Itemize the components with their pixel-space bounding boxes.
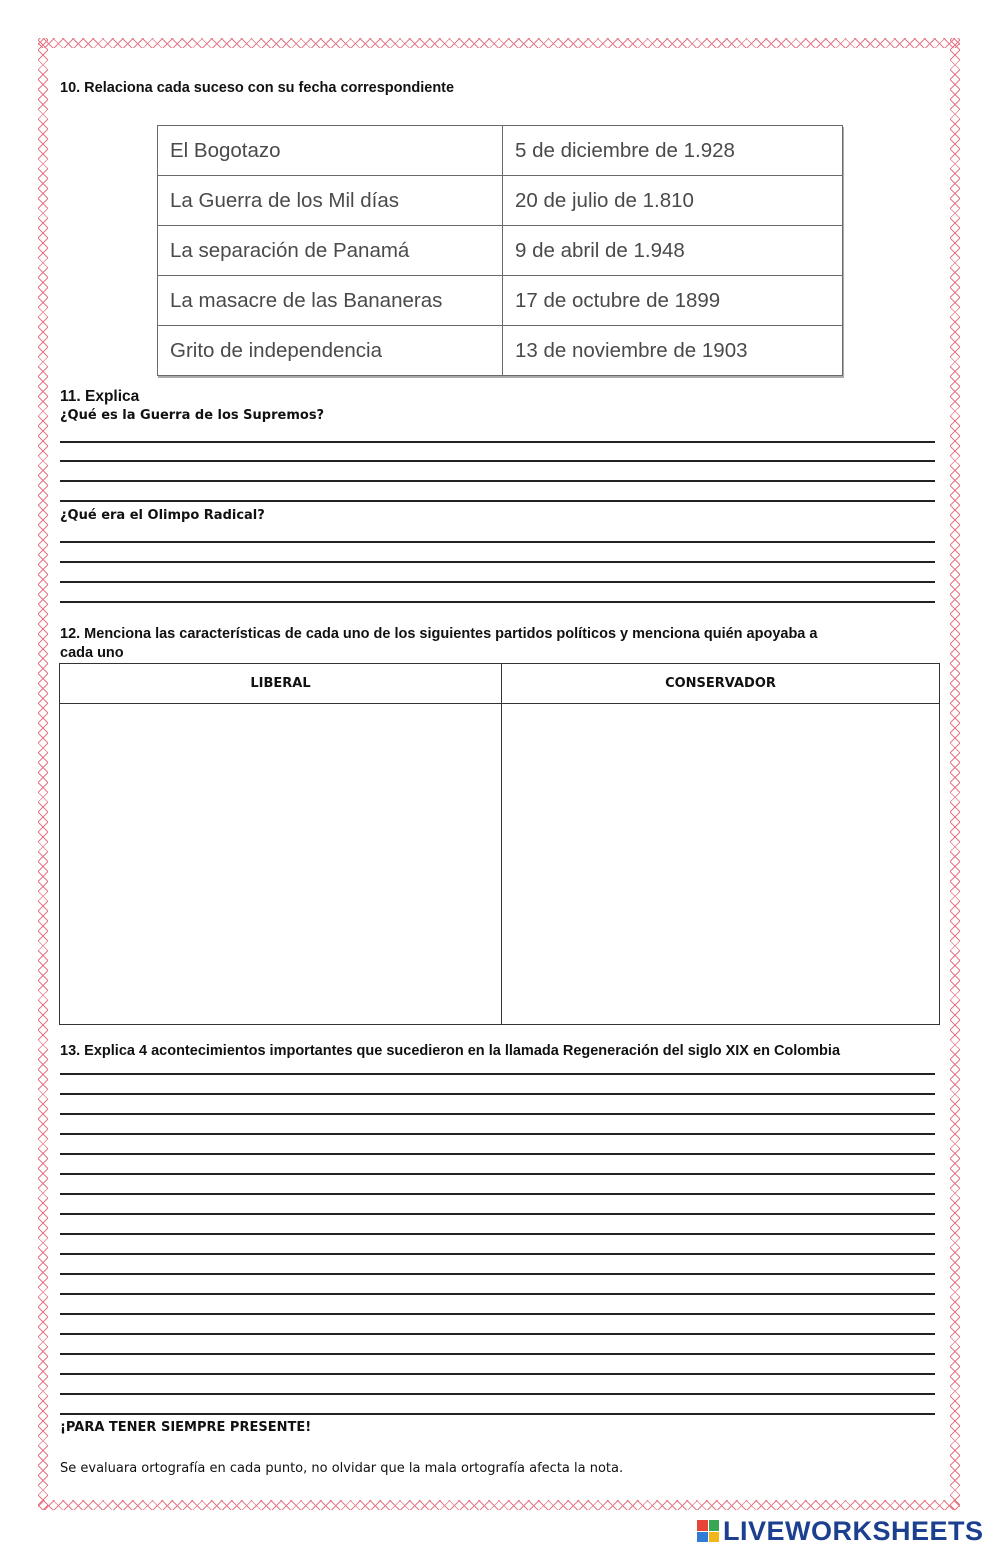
- event-cell: El Bogotazo: [158, 126, 503, 176]
- table-row: [158, 326, 843, 376]
- answer-line[interactable]: [60, 541, 935, 543]
- answer-line[interactable]: [60, 1353, 935, 1355]
- date-cell: 5 de diciembre de 1.928: [503, 126, 843, 176]
- answer-line[interactable]: [60, 1093, 935, 1095]
- table-row: [158, 176, 843, 226]
- event-cell: Grito de independencia: [158, 326, 503, 376]
- answer-line[interactable]: [60, 601, 935, 603]
- note-title: ¡PARA TENER SIEMPRE PRESENTE!: [60, 1420, 312, 1435]
- answer-line[interactable]: [60, 1213, 935, 1215]
- conservador-answer-cell[interactable]: [502, 704, 940, 1025]
- liberal-header: LIBERAL: [60, 664, 502, 704]
- question-10-title: 10. Relaciona cada suceso con su fecha correspondiente: [60, 80, 455, 96]
- event-cell: La masacre de las Bananeras: [158, 276, 503, 326]
- logo-text: LIVEWORKSHEETS: [723, 1515, 984, 1546]
- event-cell: La Guerra de los Mil días: [158, 176, 503, 226]
- answer-line[interactable]: [60, 1373, 935, 1375]
- decorative-border-top: [38, 38, 960, 48]
- answer-line[interactable]: [60, 1153, 935, 1155]
- answer-line[interactable]: [60, 1313, 935, 1315]
- conservador-header: CONSERVADOR: [502, 664, 940, 704]
- logo-mark-icon: [697, 1520, 719, 1542]
- liberal-answer-cell[interactable]: [60, 704, 502, 1025]
- question-12-title-line1: 12. Menciona las características de cada uno de los siguientes partidos políticos y menciona quién apoyaba a: [60, 626, 818, 642]
- date-cell: 20 de julio de 1.810: [503, 176, 843, 226]
- table-row: [158, 126, 843, 176]
- answer-line[interactable]: [60, 1293, 935, 1295]
- answer-line[interactable]: [60, 1173, 935, 1175]
- question-11-title: 11. Explica: [60, 388, 140, 405]
- question-11-sub-1: ¿Qué es la Guerra de los Supremos?: [60, 408, 325, 423]
- answer-line[interactable]: [60, 1273, 935, 1275]
- answer-line[interactable]: [60, 1333, 935, 1335]
- answer-line[interactable]: [60, 1253, 935, 1255]
- answer-line[interactable]: [60, 561, 935, 563]
- matching-table: [157, 125, 843, 376]
- answer-line[interactable]: [60, 500, 935, 502]
- answer-line[interactable]: [60, 1413, 935, 1415]
- decorative-border-bottom: [38, 1500, 960, 1510]
- question-12-title-line2: cada uno: [60, 645, 124, 661]
- question-13-title: 13. Explica 4 acontecimientos importantes que sucedieron en la llamada Regeneración del siglo XIX en Colombia: [60, 1043, 841, 1059]
- date-cell: 17 de octubre de 1899: [503, 276, 843, 326]
- decorative-border-right: [950, 38, 960, 1510]
- table-row: [158, 226, 843, 276]
- date-cell: 13 de noviembre de 1903: [503, 326, 843, 376]
- liveworksheets-logo: [697, 1516, 984, 1546]
- parties-table: [59, 663, 940, 1025]
- answer-line[interactable]: [60, 1193, 935, 1195]
- answer-line[interactable]: [60, 1073, 935, 1075]
- answer-line[interactable]: [60, 441, 935, 443]
- event-cell: La separación de Panamá: [158, 226, 503, 276]
- decorative-border-left: [38, 38, 48, 1510]
- answer-line[interactable]: [60, 460, 935, 462]
- answer-line[interactable]: [60, 1233, 935, 1235]
- table-row: [158, 276, 843, 326]
- note-text: Se evaluara ortografía en cada punto, no olvidar que la mala ortografía afecta la nota.: [60, 1461, 624, 1476]
- answer-line[interactable]: [60, 1393, 935, 1395]
- question-11-sub-2: ¿Qué era el Olimpo Radical?: [60, 508, 265, 523]
- answer-line[interactable]: [60, 581, 935, 583]
- answer-line[interactable]: [60, 1113, 935, 1115]
- answer-line[interactable]: [60, 1133, 935, 1135]
- date-cell: 9 de abril de 1.948: [503, 226, 843, 276]
- answer-line[interactable]: [60, 480, 935, 482]
